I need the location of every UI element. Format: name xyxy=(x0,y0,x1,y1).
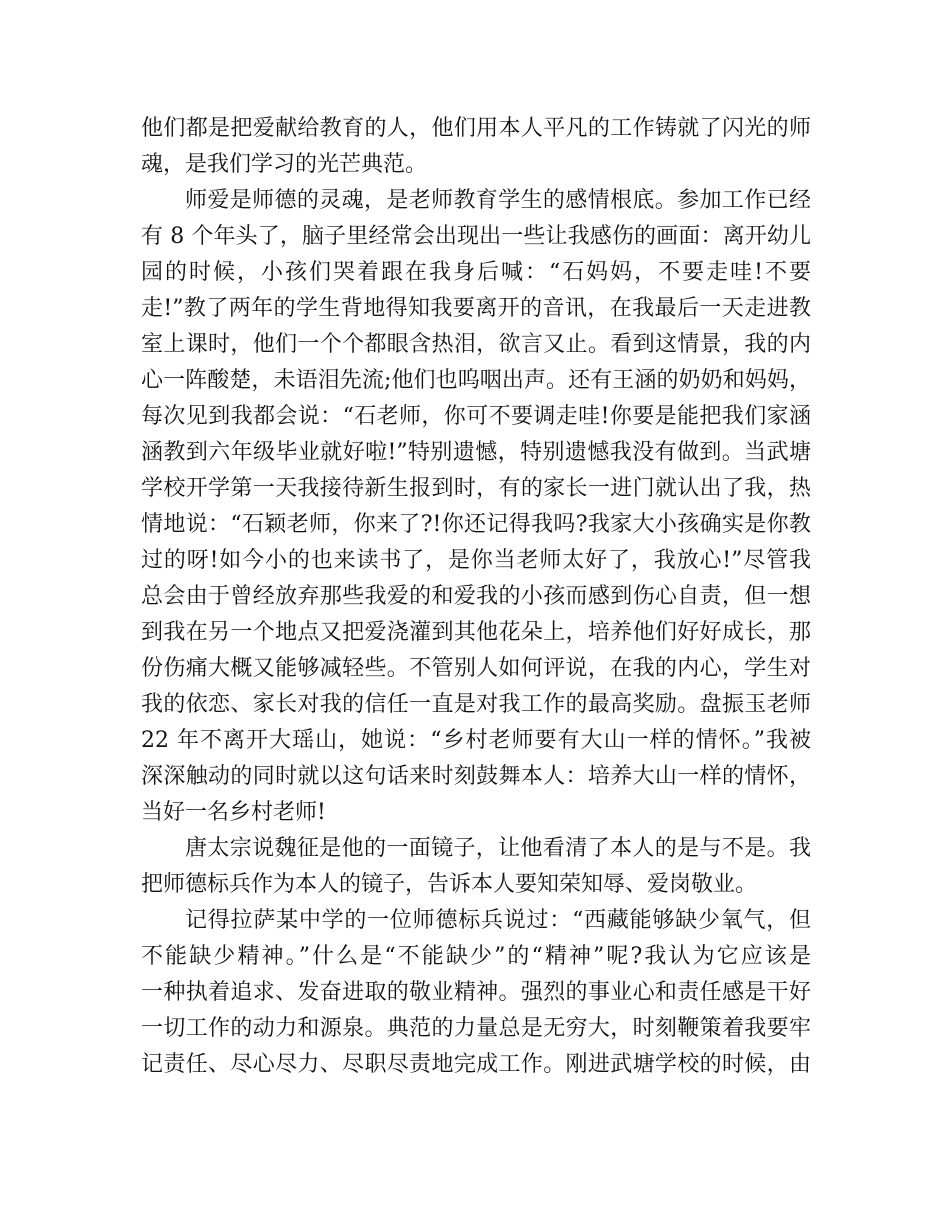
text-line: 当好一名乡村老师! xyxy=(141,800,326,825)
text-line: 把师德标兵作为本人的镜子，告诉本人要知荣知辱、爱岗敬业。 xyxy=(141,872,758,897)
text-line: 心一阵酸楚，未语泪先流;他们也呜咽出声。还有王涵的奶奶和妈妈， xyxy=(141,368,811,393)
text-line: 到我在另一个地点又把爱浇灌到其他花朵上，培养他们好好成长，那 xyxy=(141,620,811,645)
text-line: 一切工作的动力和源泉。典范的力量总是无穷大，时刻鞭策着我要牢 xyxy=(141,1016,811,1041)
paragraph xyxy=(141,111,811,183)
text-line: 有 8 个年头了，脑子里经常会出现出一些让我感伤的画面：离开幼儿 xyxy=(141,224,811,249)
text-line: 唐太宗说魏征是他的一面镜子，让他看清了本人的是与不是。我 xyxy=(185,836,811,861)
text-line: 份伤痛大概又能够减轻些。不管别人如何评说，在我的内心，学生对 xyxy=(141,656,811,681)
text-line: 22 年不离开大瑶山，她说：“乡村老师要有大山一样的情怀。”我被 xyxy=(141,728,811,753)
text-line: 师爱是师德的灵魂，是老师教育学生的感情根底。参加工作已经 xyxy=(185,188,811,213)
text-line: 记责任、尽心尽力、尽职尽责地完成工作。刚进武塘学校的时候，由 xyxy=(141,1052,811,1077)
text-line: 情地说：“石颖老师，你来了?!你还记得我吗?我家大小孩确实是你教 xyxy=(141,512,811,537)
text-line: 我的依恋、家长对我的信任一直是对我工作的最高奖励。盘振玉老师 xyxy=(141,692,811,717)
text-line: 总会由于曾经放弃那些我爱的和爱我的小孩而感到伤心自责，但一想 xyxy=(141,584,811,609)
text-line: 一种执着追求、发奋进取的敬业精神。强烈的事业心和责任感是干好 xyxy=(141,980,811,1005)
text-line: 深深触动的同时就以这句话来时刻鼓舞本人：培养大山一样的情怀， xyxy=(141,764,811,789)
text-line: 记得拉萨某中学的一位师德标兵说过：“西藏能够缺少氧气，但 xyxy=(185,908,811,933)
text-line: 每次见到我都会说：“石老师，你可不要调走哇!你要是能把我们家涵 xyxy=(141,404,811,429)
text-line: 他们都是把爱献给教育的人，他们用本人平凡的工作铸就了闪光的师 xyxy=(141,116,811,141)
text-line: 园的时候，小孩们哭着跟在我身后喊：“石妈妈，不要走哇!不要 xyxy=(141,260,811,285)
text-line: 魂，是我们学习的光芒典范。 xyxy=(141,152,428,177)
text-line: 涵教到六年级毕业就好啦!”特别遗憾，特别遗憾我没有做到。当武塘 xyxy=(141,440,811,465)
text-line: 过的呀!如今小的也来读书了，是你当老师太好了，我放心!”尽管我 xyxy=(141,548,811,573)
text-line: 学校开学第一天我接待新生报到时，有的家长一进门就认出了我，热 xyxy=(141,476,811,501)
paragraph xyxy=(141,831,811,903)
paragraph xyxy=(141,183,811,831)
document-page xyxy=(141,111,811,1083)
text-line: 室上课时，他们一个个都眼含热泪，欲言又止。看到这情景，我的内 xyxy=(141,332,811,357)
text-line: 走!”教了两年的学生背地得知我要离开的音讯，在我最后一天走进教 xyxy=(141,296,811,321)
paragraph xyxy=(141,903,811,1083)
text-line: 不能缺少精神。”什么是“不能缺少”的“精神”呢?我认为它应该是 xyxy=(141,944,811,969)
